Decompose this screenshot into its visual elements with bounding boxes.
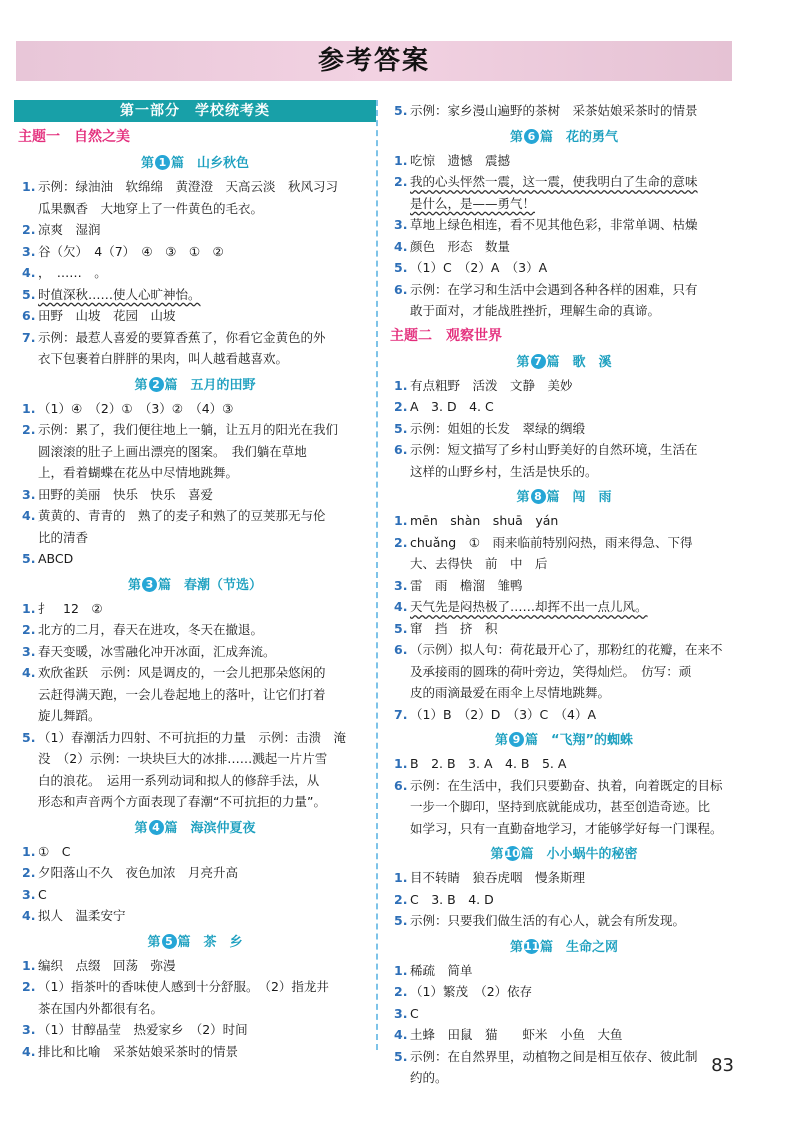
section-number-badge: 3 <box>142 577 157 592</box>
answer-number: 4. <box>22 1043 36 1059</box>
answer-number: 5. <box>394 620 408 636</box>
answer-number: 4. <box>394 599 408 614</box>
section-prefix: 第 <box>140 156 154 171</box>
section-title: 篇 小小蜗牛的秘密 <box>520 847 638 862</box>
right-sections-b <box>386 352 742 1089</box>
answer-number: 4. <box>22 665 36 680</box>
section-prefix: 第 <box>509 129 523 145</box>
answer-number: 4. <box>22 265 36 280</box>
section-prefix: 第 <box>127 577 141 593</box>
answer-item <box>18 841 376 863</box>
answer-number: 4. <box>22 508 36 523</box>
answer-number: 2. <box>22 622 36 637</box>
section-number-badge: 1 <box>155 155 170 170</box>
section-title: 篇 山乡秋色 <box>171 156 250 171</box>
answer-text: chuǎng ① 雨来临前特别闷热，雨来得急、下得 <box>410 534 693 550</box>
answer-text: ① C <box>38 843 71 859</box>
answer-number: 2. <box>22 422 36 437</box>
answer-item <box>390 575 742 597</box>
answer-text: 上，看着蝴蝶在花丛中尽情地跳舞。 <box>38 465 239 480</box>
answer-number: 1. <box>22 179 36 194</box>
answer-number: 5. <box>394 913 408 928</box>
section-number-badge: 2 <box>149 377 164 392</box>
answer-text: 瓜果飘香 大地穿上了一件黄色的毛衣。 <box>38 200 264 216</box>
answer-text: （1）甘醇晶莹 热爱家乡 （2）时间 <box>38 1022 248 1037</box>
left-sections <box>14 153 376 1062</box>
answer-text: 示例：家乡漫山遍野的茶树 采茶姑娘采茶时的情景 <box>410 103 698 118</box>
answer-item <box>18 884 376 906</box>
answer-text: 没 （2）示例：一块块巨大的冰排……溅起一片片雪 <box>38 751 328 766</box>
answer-text: 时值深秋……使人心旷神怡。 <box>38 286 201 302</box>
answer-number: 1. <box>394 962 408 978</box>
answer-number: 7. <box>22 329 36 345</box>
section-number-badge: 4 <box>149 820 164 835</box>
answer-text: 云赶得满天跑，一会儿卷起地上的落叶，让它们打着 <box>38 686 326 702</box>
answer-text: 是什么，是——勇气！ <box>410 195 536 211</box>
section-title: 篇 闯 雨 <box>546 490 612 505</box>
answer-item <box>18 176 376 219</box>
section-number-badge: 8 <box>531 489 546 504</box>
answer-number: 1. <box>22 400 36 416</box>
answer-text: 衣下包裹着白胖胖的果肉，叫人越看越喜欢。 <box>38 351 289 366</box>
section-prefix: 第 <box>516 490 530 505</box>
answer-number: 1. <box>394 870 408 885</box>
answer-text: ABCD <box>38 551 74 566</box>
answer-text: 及承接雨的圆珠的荷叶旁边，笑得灿烂。 仿写：顽 <box>410 663 692 679</box>
answer-item <box>390 867 742 889</box>
answer-text: 茶在国内外都很有名。 <box>38 1000 164 1016</box>
answer-number: 5. <box>394 103 408 118</box>
answer-item <box>18 905 376 927</box>
answer-text: 比的清香 <box>38 529 89 545</box>
answer-text: 土蜂 田鼠 猫 虾米 小鱼 大鱼 <box>410 1027 623 1042</box>
answer-text: C <box>38 886 47 902</box>
answer-number: 6. <box>394 777 408 793</box>
section-heading <box>14 153 376 174</box>
answer-number: 2. <box>394 399 408 414</box>
answer-text: 大、去得快 前 中 后 <box>410 556 548 571</box>
answer-item <box>18 284 376 306</box>
answer-item <box>18 305 376 327</box>
answer-item <box>18 1041 376 1063</box>
section-heading <box>14 575 376 596</box>
section-prefix: 第 <box>147 934 161 950</box>
answer-text: 田野 山坡 花园 山坡 <box>38 308 176 323</box>
section-heading <box>386 844 742 865</box>
answer-text: 凉爽 湿润 <box>38 222 101 237</box>
answer-text: （示例）拟人句：荷花最开心了，那粉红的花瓣，在来不 <box>410 642 723 657</box>
answer-text: （1）B （2）D （3）C （4）A <box>410 706 597 722</box>
section-prefix: 第 <box>516 354 530 370</box>
answer-text: 天气先是闷热极了……却挥不出一点儿风。 <box>410 599 648 614</box>
answer-item <box>18 327 376 370</box>
answer-text: 白的浪花。 运用一系列动词和拟人的修辞手法，从 <box>38 772 320 788</box>
answer-text: 春天变暖，冰雪融化冲开冰面，汇成奔流。 <box>38 643 276 659</box>
answer-item <box>18 398 376 420</box>
answer-text: 拟人 温柔安宁 <box>38 908 126 923</box>
answer-text: 敢于面对，才能战胜挫折，理解生命的真谛。 <box>410 303 661 318</box>
answer-item <box>390 375 742 397</box>
section-title: 篇 生命之网 <box>540 939 619 955</box>
answer-item <box>390 100 742 122</box>
answer-number: 3. <box>22 486 36 502</box>
answer-item <box>390 639 742 704</box>
answer-number: 3. <box>394 577 408 593</box>
answer-item <box>18 219 376 241</box>
section-heading <box>14 375 376 396</box>
answer-number: 5. <box>22 286 36 302</box>
section-heading <box>14 818 376 839</box>
right-sections-a <box>386 127 742 322</box>
answer-number: 6. <box>22 308 36 323</box>
answer-text: 这样的山野乡村，生活是快乐的。 <box>410 463 598 479</box>
answer-item <box>18 548 376 570</box>
answer-text: 形态和声音两个方面表现了春潮“不可抗拒的力量”。 <box>38 794 326 809</box>
answer-text: 有点粗野 活泼 文静 美妙 <box>410 377 573 393</box>
right-column <box>386 100 742 1089</box>
answer-text: 扌 12 ② <box>38 600 103 616</box>
answer-item <box>390 236 742 258</box>
theme-heading: 主题一 自然之美 <box>18 129 130 145</box>
answer-text: A 3. D 4. C <box>410 399 494 414</box>
answer-item <box>18 727 376 813</box>
section-prefix: 第 <box>494 733 508 748</box>
answer-item <box>390 775 742 840</box>
answer-number: 2. <box>394 984 408 999</box>
answer-text: 草地上绿色相连，看不见其他色彩，非常单调、枯燥 <box>410 217 698 232</box>
section-heading <box>14 932 376 953</box>
theme-heading: 主题二 观察世界 <box>390 327 502 344</box>
answer-text: 黄黄的、青青的 熟了的麦子和熟了的豆荚那无与伦 <box>38 508 326 523</box>
answer-item <box>18 862 376 884</box>
section-title: 篇 花的勇气 <box>540 129 619 145</box>
answer-text: 如学习，只有一直勤奋地学习，才能够学好每一门课程。 <box>410 820 723 836</box>
answer-item <box>390 396 742 418</box>
answer-item <box>18 955 376 977</box>
answer-item <box>18 241 376 263</box>
answer-text: 谷（欠） 4（7） ④ ③ ① ② <box>38 243 224 259</box>
answer-item <box>390 1046 742 1089</box>
answer-text: 颜色 形态 数量 <box>410 238 511 254</box>
section-number-badge: 7 <box>531 354 546 369</box>
answer-number: 2. <box>394 174 408 189</box>
answer-text: 示例：姐姐的长发 翠绿的绸缎 <box>410 420 586 436</box>
answer-item <box>390 150 742 172</box>
answer-item <box>18 484 376 506</box>
section-number-badge: 11 <box>524 939 540 953</box>
answer-text: 示例：在学习和生活中会遇到各种各样的困难，只有 <box>410 281 698 297</box>
answer-number: 5. <box>394 420 408 436</box>
section-number-badge: 9 <box>509 732 524 747</box>
answer-text: ， …… 。 <box>38 265 107 280</box>
answer-item <box>390 439 742 482</box>
section-heading <box>386 352 742 373</box>
answer-number: 3. <box>394 1005 408 1021</box>
answer-text: 圆滚滚的肚子上画出漂亮的图案。 我们躺在草地 <box>38 443 307 459</box>
answer-item <box>18 976 376 1019</box>
answer-item <box>390 960 742 982</box>
section-heading <box>386 937 742 958</box>
answer-item <box>390 889 742 911</box>
answer-number: 4. <box>394 1027 408 1042</box>
answer-item <box>390 279 742 322</box>
answer-text: 欢欣雀跃 示例：风是调皮的，一会儿把那朵悠闲的 <box>38 665 326 680</box>
answer-text: 我的心头怦然一震，这一震，使我明白了生命的意味 <box>410 174 698 189</box>
answer-number: 2. <box>394 891 408 907</box>
answer-text: （1）④ （2）① （3）② （4）③ <box>38 400 234 416</box>
section-title: 篇 春潮（节选） <box>158 577 263 593</box>
section-number-badge: 10 <box>504 847 520 860</box>
answer-text: 夕阳落山不久 夜色加浓 月亮升高 <box>38 865 239 880</box>
answer-text: B 2. B 3. A 4. B 5. A <box>410 756 567 771</box>
answer-number: 5. <box>22 729 36 745</box>
section-title: 篇 海滨仲夏夜 <box>164 820 256 836</box>
answer-number: 3. <box>22 1022 36 1037</box>
answer-item <box>390 618 742 640</box>
answer-text: 示例：只要我们做生活的有心人，就会有所发现。 <box>410 913 686 928</box>
answer-number: 1. <box>394 377 408 393</box>
answer-item <box>18 262 376 284</box>
answer-text: 北方的二月，春天在进攻，冬天在撤退。 <box>38 622 264 637</box>
section-number-badge: 6 <box>524 129 539 144</box>
answer-text: C <box>410 1005 419 1021</box>
answer-text: 窜 挡 挤 积 <box>410 620 498 636</box>
answer-number: 1. <box>394 756 408 771</box>
answer-item <box>390 753 742 775</box>
answer-text: （1）春潮活力四射、不可抗拒的力量 示例：击溃 淹 <box>38 729 346 745</box>
answer-item <box>390 171 742 214</box>
answer-text: 示例：累了，我们便往地上一躺，让五月的阳光在我们 <box>38 422 339 437</box>
answer-number: 4. <box>22 908 36 923</box>
answer-item <box>390 596 742 618</box>
answer-item <box>18 598 376 620</box>
answer-item <box>390 418 742 440</box>
page-title: 参考答案 <box>16 41 732 81</box>
answer-text: 示例：在自然界里，动植物之间是相互依存、彼此制 <box>410 1048 698 1064</box>
answer-number: 1. <box>394 152 408 168</box>
answer-item <box>18 1019 376 1041</box>
answer-number: 1. <box>22 600 36 616</box>
section-prefix: 第 <box>509 939 523 955</box>
answer-number: 3. <box>22 243 36 259</box>
section-number-badge: 5 <box>162 934 177 949</box>
answer-item <box>390 214 742 236</box>
section-heading <box>386 127 742 148</box>
answer-text: 示例：在生活中，我们只要勤奋、执着，向着既定的目标 <box>410 777 723 793</box>
answer-number: 5. <box>394 1048 408 1064</box>
answer-item <box>390 257 742 279</box>
section-title: 篇 五月的田野 <box>164 377 256 393</box>
answer-item <box>18 419 376 484</box>
answer-number: 3. <box>22 643 36 659</box>
answer-text: 排比和比喻 采茶姑娘采茶时的情景 <box>38 1043 239 1059</box>
answer-number: 6. <box>394 442 408 457</box>
section-heading <box>386 730 742 751</box>
page-number: 83 <box>711 1055 734 1076</box>
answer-text: 编织 点缀 回荡 弥漫 <box>38 957 176 973</box>
answer-text: （1）繁茂 （2）依存 <box>410 984 533 999</box>
section-prefix: 第 <box>134 377 148 393</box>
answer-text: 皮的雨滴最爱在雨伞上尽情地跳舞。 <box>410 685 611 700</box>
answer-number: 1. <box>22 957 36 973</box>
answer-number: 5. <box>394 260 408 275</box>
answer-text: （1）指茶叶的香味使人感到十分舒服。 （2）指龙井 <box>38 979 329 994</box>
section-title: 篇 茶 乡 <box>177 934 243 950</box>
answer-text: 稀疏 简单 <box>410 962 473 978</box>
answer-item <box>18 662 376 727</box>
answer-item <box>390 704 742 726</box>
answer-text: 约的。 <box>410 1070 448 1085</box>
section-title: 篇 歌 溪 <box>546 354 612 370</box>
column-divider <box>376 100 378 1050</box>
answer-number: 1. <box>22 843 36 859</box>
answer-text: 目不转睛 狼吞虎咽 慢条斯理 <box>410 870 586 885</box>
answer-number: 7. <box>394 706 408 722</box>
part-heading: 第一部分 学校统考类 <box>14 100 376 122</box>
answer-number: 2. <box>22 865 36 880</box>
answer-number: 3. <box>22 886 36 902</box>
answer-text: C 3. B 4. D <box>410 891 494 907</box>
answer-number: 4. <box>394 238 408 254</box>
answer-item <box>18 641 376 663</box>
answer-text: 示例：最惹人喜爱的要算香蕉了，你看它金黄色的外 <box>38 329 326 345</box>
answer-item <box>390 510 742 532</box>
answer-text: 雷 雨 檐溜 雏鸭 <box>410 577 523 593</box>
answer-text: 示例：短文描写了乡村山野美好的自然环境，生活在 <box>410 442 698 457</box>
answer-item <box>390 910 742 932</box>
answer-text: （1）C （2）A （3）A <box>410 260 548 275</box>
lead-items <box>386 100 742 122</box>
answer-number: 2. <box>22 979 36 994</box>
section-prefix: 第 <box>134 820 148 836</box>
answer-text: 吃惊 遗憾 震撼 <box>410 152 511 168</box>
answer-item <box>18 505 376 548</box>
section-prefix: 第 <box>490 847 504 862</box>
answer-number: 1. <box>394 513 408 528</box>
answer-item <box>390 1024 742 1046</box>
left-column <box>14 100 376 1062</box>
answer-item <box>390 532 742 575</box>
answer-item <box>390 1003 742 1025</box>
answer-number: 5. <box>22 551 36 566</box>
answer-text: 示例：绿油油 软绵绵 黄澄澄 天高云淡 秋风习习 <box>38 179 339 194</box>
answer-number: 2. <box>394 534 408 550</box>
answer-text: mēn shàn shuā yán <box>410 513 559 528</box>
answer-text: 一步一个脚印，坚持到底就能成功，甚至创造奇迹。比 <box>410 799 711 814</box>
answer-text: 旋儿舞蹈。 <box>38 708 101 723</box>
section-title: 篇 “飞翔”的蜘蛛 <box>524 733 634 748</box>
answer-item <box>390 981 742 1003</box>
answer-item <box>18 619 376 641</box>
answer-number: 6. <box>394 642 408 657</box>
answer-text: 田野的美丽 快乐 快乐 喜爱 <box>38 486 214 502</box>
section-heading <box>386 487 742 508</box>
answer-number: 3. <box>394 217 408 232</box>
answer-number: 2. <box>22 222 36 237</box>
answer-number: 6. <box>394 281 408 297</box>
